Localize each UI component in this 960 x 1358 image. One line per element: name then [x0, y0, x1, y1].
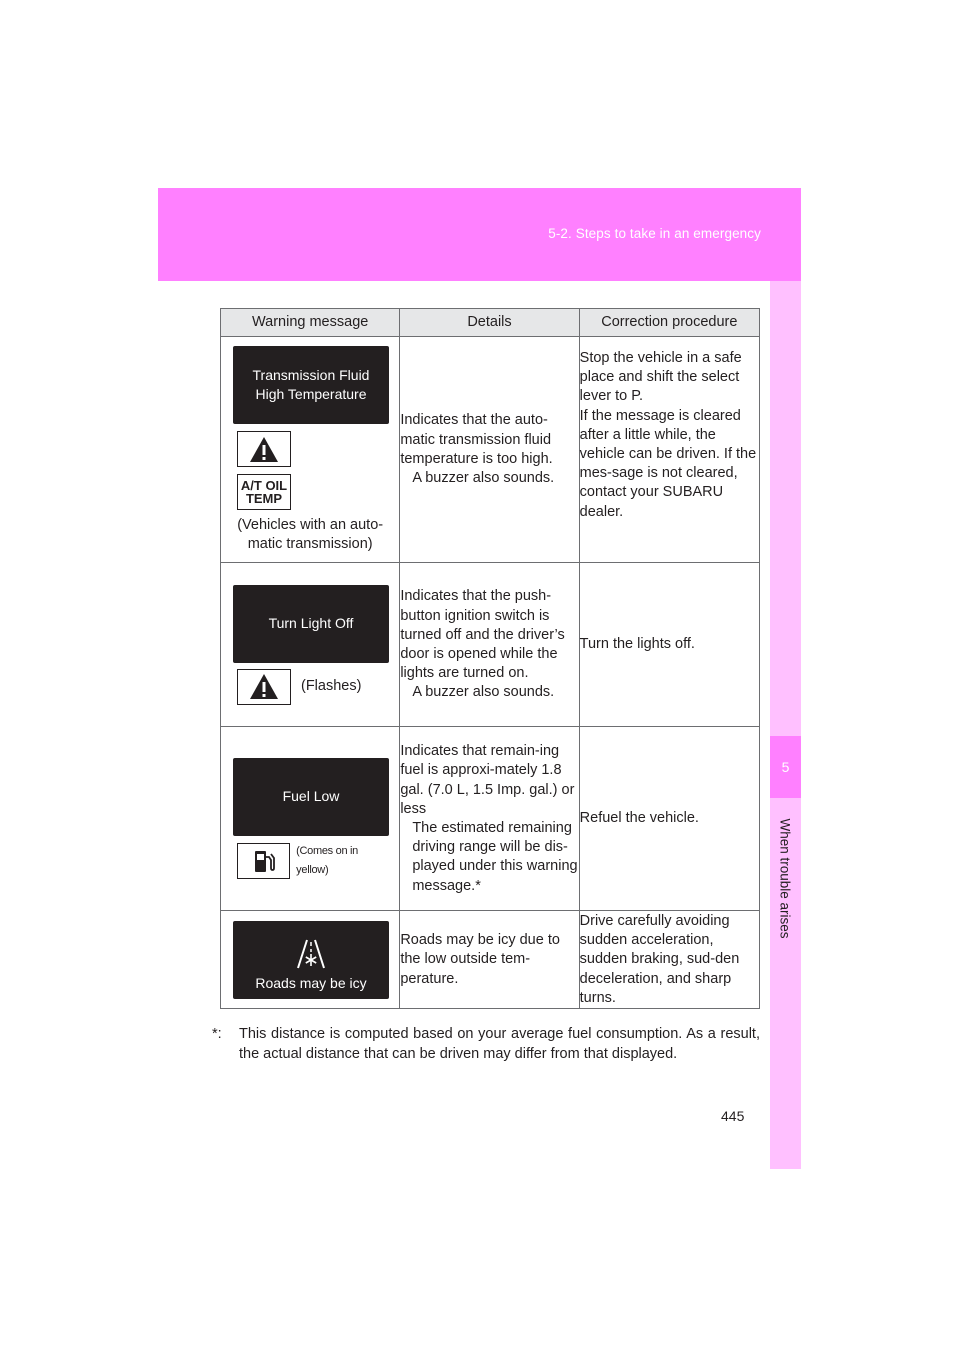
display-line: Roads may be icy	[255, 974, 367, 991]
column-header: Correction procedure	[579, 309, 759, 337]
details-cell	[400, 337, 579, 563]
display-line: High Temperature	[255, 386, 367, 402]
warning-table	[220, 308, 760, 1009]
warning-triangle-icon	[237, 669, 291, 705]
procedure-cell	[579, 911, 759, 1009]
footnote	[212, 1024, 760, 1064]
details-text: Indicates that the auto-matic transmission fluid temperature is too high.	[400, 412, 553, 467]
fuel-pump-icon	[237, 843, 290, 879]
warning-message-cell	[221, 911, 400, 1009]
section-title: 5-2. Steps to take in an emergency	[548, 226, 761, 241]
procedure-cell	[579, 337, 759, 563]
details-cell	[400, 911, 579, 1009]
procedure-cell	[579, 727, 759, 911]
details-text: Indicates that remain-ing fuel is approxi-mately 1.8 gal. (7.0 L, 1.5 Imp. gal.) or less	[400, 743, 575, 817]
display-line: Transmission Fluid	[252, 367, 370, 383]
footnote-text: This distance is computed based on your average fuel consumption. As a result, the actual distance that can be driven may differ from that displayed.	[239, 1026, 760, 1062]
table-row	[221, 911, 760, 1009]
row-note: (Flashes)	[301, 678, 362, 695]
display-line: Fuel Low	[282, 788, 340, 805]
warning-message-cell	[221, 563, 400, 727]
details-subtext: A buzzer also sounds.	[412, 469, 555, 486]
icon-text: TEMP	[245, 491, 283, 506]
column-header: Details	[400, 309, 579, 337]
details-subtext: The estimated remaining driving range will be dis-played under this warning message.*	[412, 819, 578, 894]
procedure-text: Refuel the vehicle.	[579, 810, 699, 827]
side-strip	[770, 281, 801, 1169]
display-message	[233, 921, 389, 999]
page-number: 445	[721, 1108, 745, 1124]
display-line: Turn Light Off	[268, 615, 354, 632]
row-note: (Vehicles with an auto-matic transmission)	[237, 517, 384, 553]
details-cell	[400, 563, 579, 727]
chapter-label	[770, 808, 801, 948]
table-row	[221, 337, 760, 563]
warning-message-cell	[221, 727, 400, 911]
procedure-text: If the message is cleared after a little while, the vehicle can be driven. If the mes-sage is not cleared, contact your SUBARU dealer.	[579, 407, 757, 520]
display-message	[233, 346, 389, 424]
chapter-label-text: When trouble arises	[778, 817, 793, 939]
at-oil-temp-icon	[237, 474, 291, 510]
display-message	[233, 585, 389, 663]
chapter-tab: 5	[770, 736, 801, 798]
table-row	[221, 563, 760, 727]
procedure-cell	[579, 563, 759, 727]
warning-triangle-icon	[237, 431, 291, 467]
details-subtext: A buzzer also sounds.	[412, 684, 555, 701]
table-header-row	[221, 309, 760, 337]
details-text: Indicates that the push-button ignition switch is turned off and the driver’s door is opened while the lights are turned on.	[400, 588, 565, 682]
procedure-text: Drive carefully avoiding sudden acceleration, sudden braking, sud-den deceleration, and sharp turns.	[579, 912, 740, 1006]
icy-road-icon	[295, 938, 327, 970]
icon-text: A/T OIL	[240, 478, 288, 493]
procedure-text: Turn the lights off.	[579, 636, 695, 653]
column-header: Warning message	[221, 309, 400, 337]
procedure-text: Stop the vehicle in a safe place and shift the select lever to P.	[579, 350, 742, 405]
details-cell	[400, 727, 579, 911]
header-band	[158, 188, 801, 281]
row-note: (Comes on in yellow)	[296, 844, 358, 876]
details-text: Roads may be icy due to the low outside tem-perature.	[400, 932, 560, 987]
display-message	[233, 758, 389, 836]
warning-message-cell	[221, 337, 400, 563]
footnote-mark: *:	[212, 1026, 222, 1042]
table-row	[221, 727, 760, 911]
